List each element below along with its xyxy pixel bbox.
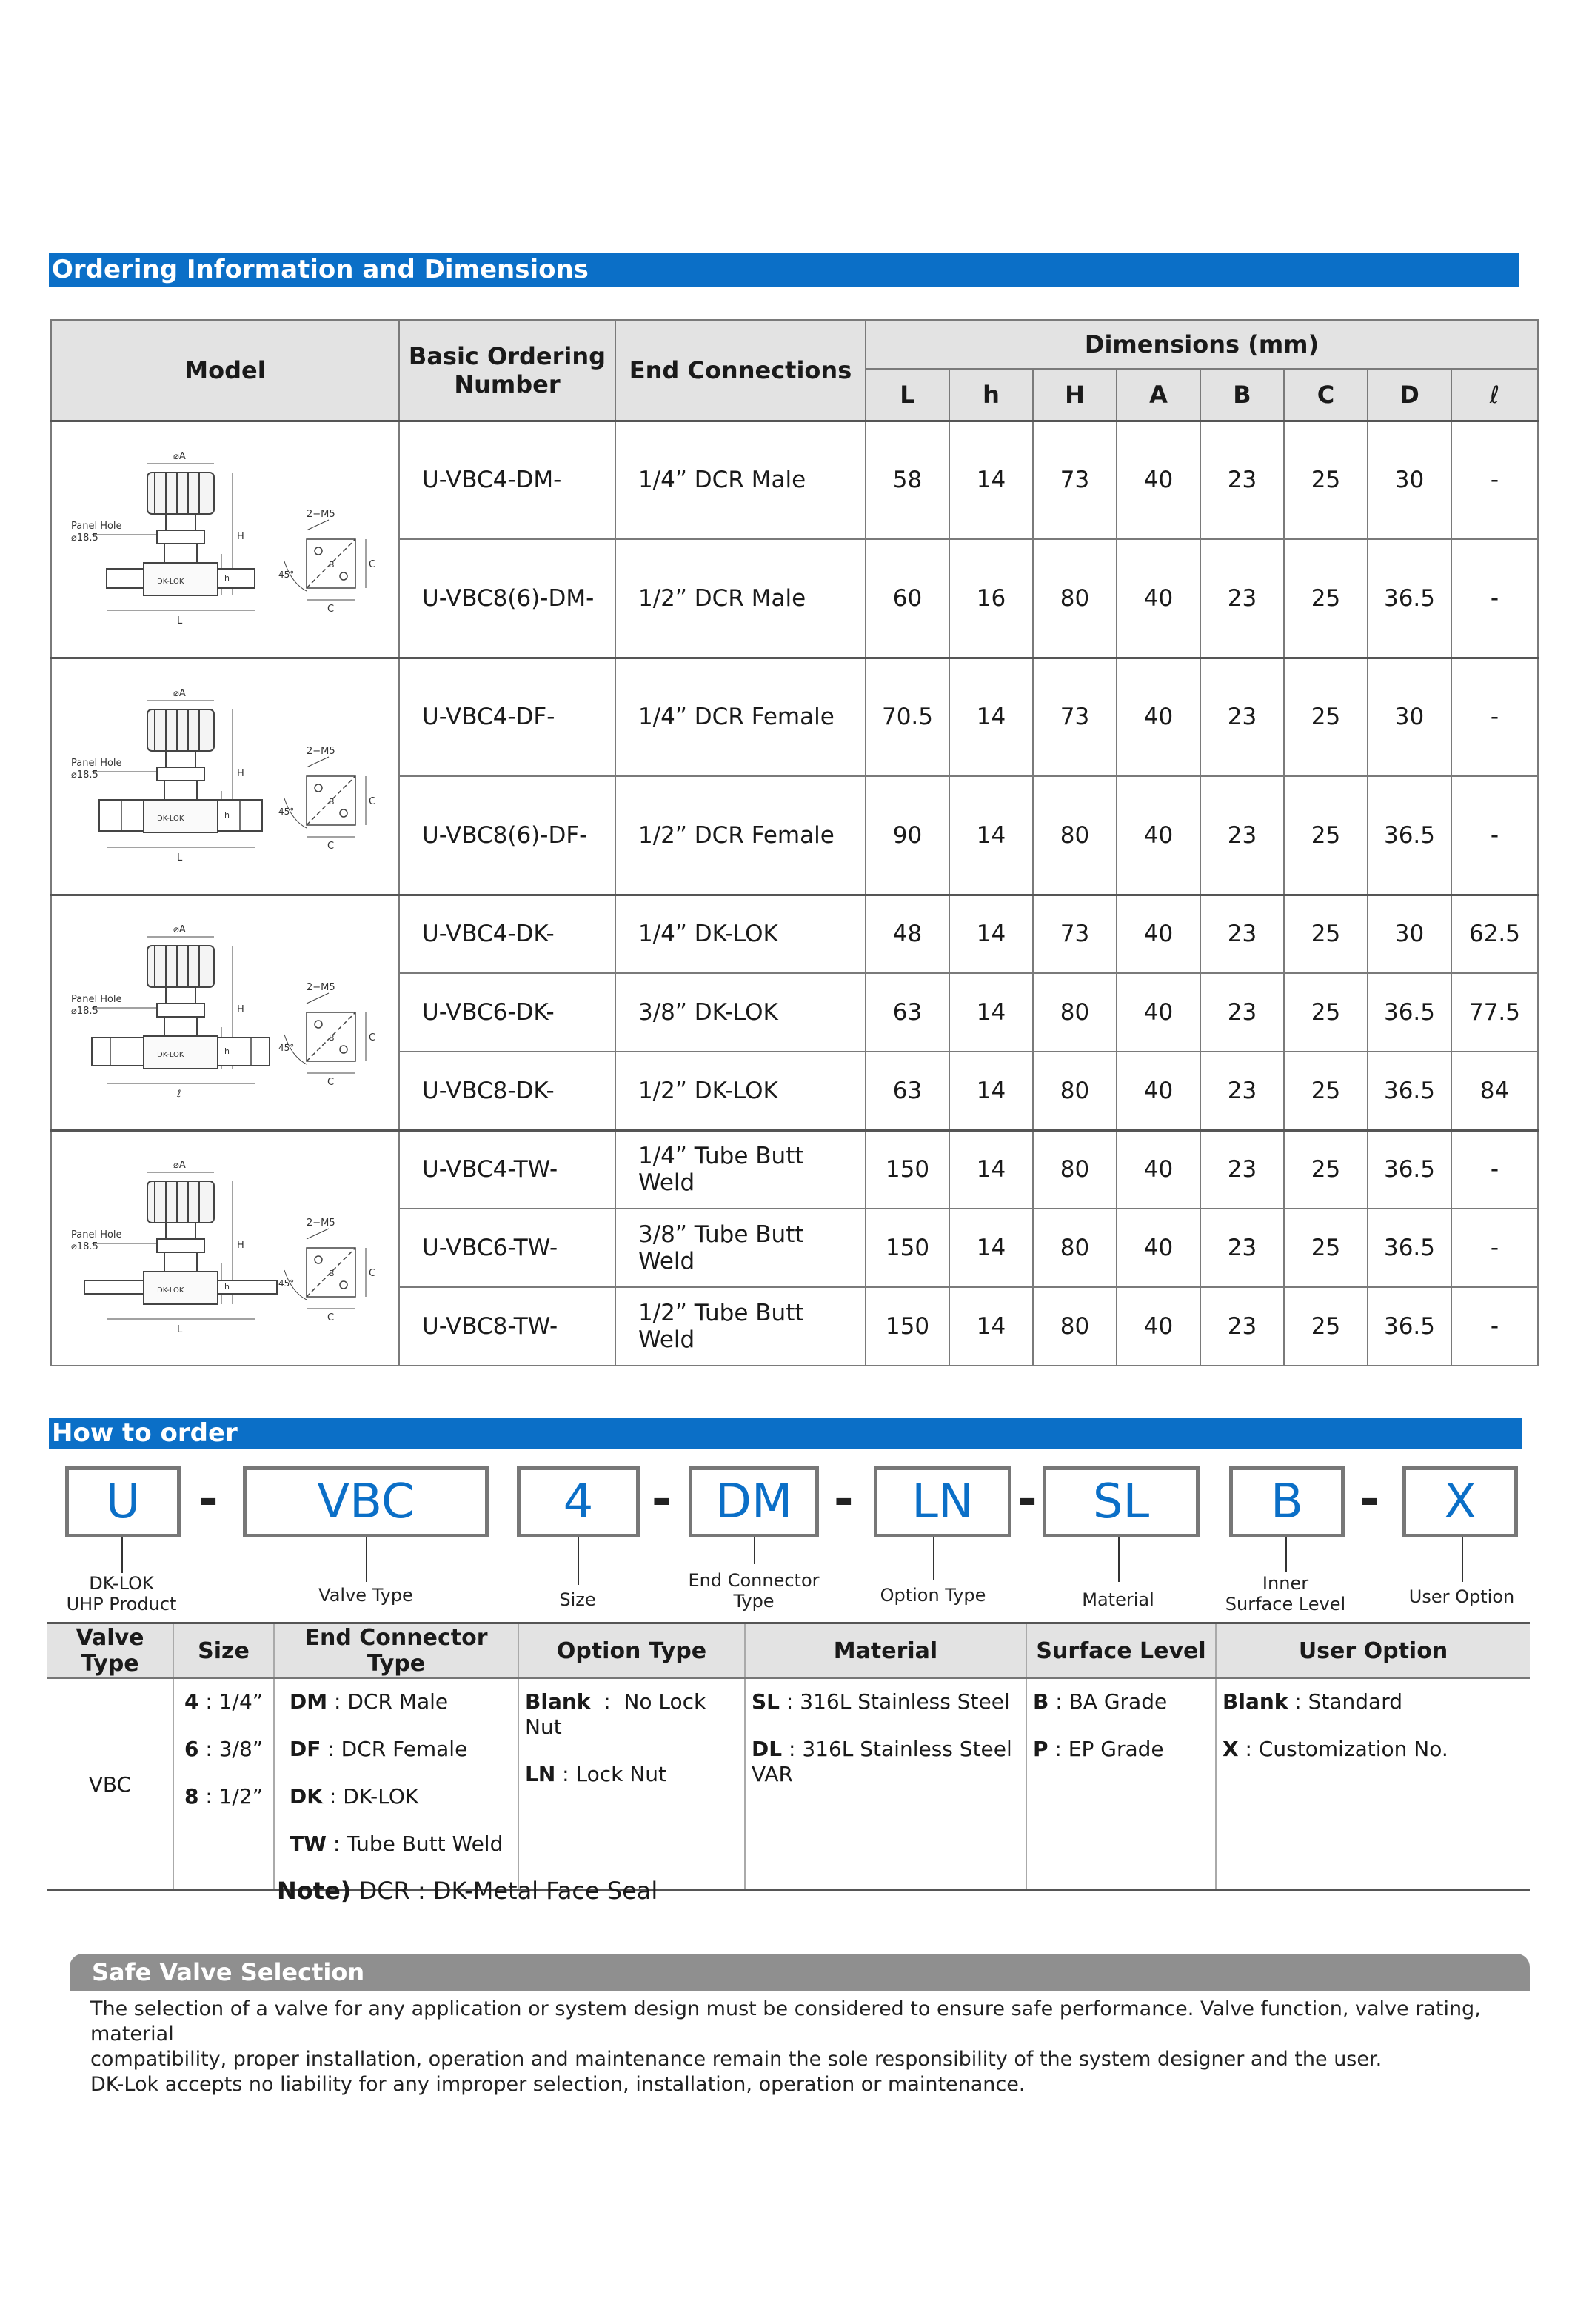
option-entry bbox=[290, 1832, 512, 1857]
header-dim-c: C bbox=[1284, 369, 1368, 421]
label-uhp-line1: DK-LOK bbox=[89, 1573, 154, 1594]
table-row bbox=[51, 421, 1538, 539]
drawing-label-dia-a: ⌀A bbox=[173, 924, 186, 935]
option-separator: : bbox=[1288, 1689, 1308, 1714]
option-separator: : bbox=[321, 1737, 341, 1761]
dimension-value: 25 bbox=[1284, 1209, 1368, 1287]
dimension-value: 23 bbox=[1200, 1287, 1284, 1366]
dimension-value: 60 bbox=[866, 539, 949, 658]
option-entry bbox=[184, 1784, 267, 1809]
option-code: Blank bbox=[525, 1689, 591, 1714]
option-code: 4 bbox=[184, 1689, 199, 1714]
dimension-value: 84 bbox=[1451, 1052, 1538, 1130]
code-dash: - bbox=[1359, 1472, 1379, 1527]
header-dim-b: B bbox=[1200, 369, 1284, 421]
code-dash: - bbox=[834, 1472, 854, 1527]
label-option-type: Option Type bbox=[880, 1585, 986, 1606]
safe-valve-title: Safe Valve Selection bbox=[70, 1954, 1530, 1991]
dimension-value: 25 bbox=[1284, 1130, 1368, 1209]
dimension-value: 40 bbox=[1117, 1287, 1200, 1366]
drawing-label-c: C bbox=[327, 841, 335, 852]
valve-drawing bbox=[62, 1152, 388, 1344]
code-box-surface-level: B bbox=[1229, 1466, 1345, 1537]
label-end-line1: End Connector bbox=[688, 1570, 820, 1591]
drawing-label-panel-hole: Panel Hole bbox=[71, 994, 122, 1005]
option-value: BA Grade bbox=[1068, 1689, 1168, 1714]
drawing-label-angle: 45° bbox=[278, 807, 295, 817]
drawing-label-length: L bbox=[177, 615, 183, 627]
option-separator: : bbox=[780, 1689, 800, 1714]
connector-line bbox=[121, 1537, 123, 1573]
dimension-value: 36.5 bbox=[1368, 1052, 1451, 1130]
option-value: Standard bbox=[1308, 1689, 1403, 1714]
dimension-value: 25 bbox=[1284, 539, 1368, 658]
header-dim-l: L bbox=[866, 369, 949, 421]
option-code: DK bbox=[290, 1784, 323, 1809]
option-entry bbox=[752, 1689, 1020, 1714]
drawing-label-h: H bbox=[237, 1240, 244, 1252]
option-code: 8 bbox=[184, 1784, 199, 1809]
header-dim-h-small: h bbox=[949, 369, 1033, 421]
opt-material-cell bbox=[745, 1678, 1026, 1891]
option-separator: : bbox=[198, 1737, 219, 1761]
model-drawing-cell bbox=[51, 1130, 399, 1366]
dimension-value: 62.5 bbox=[1451, 895, 1538, 973]
option-separator: : bbox=[198, 1784, 219, 1809]
drawing-label-brand: DK-LOK bbox=[157, 1051, 184, 1059]
header-basic-ordering-number: Basic Ordering Number bbox=[399, 320, 615, 421]
dimension-value: 40 bbox=[1117, 539, 1200, 658]
dimensions-table bbox=[50, 319, 1539, 1366]
option-entry bbox=[184, 1689, 267, 1714]
option-separator: : bbox=[1048, 1737, 1068, 1761]
dimension-value: 23 bbox=[1200, 658, 1284, 776]
label-size: Size bbox=[559, 1589, 596, 1610]
dimension-value: 80 bbox=[1033, 1052, 1117, 1130]
dimension-value: 14 bbox=[949, 1052, 1033, 1130]
option-code: DM bbox=[290, 1689, 328, 1714]
valve-drawing bbox=[62, 443, 388, 635]
model-drawing-cell bbox=[51, 658, 399, 895]
option-separator: : bbox=[327, 1689, 348, 1714]
opt-header-option-type: Option Type bbox=[518, 1623, 745, 1679]
dimension-value: - bbox=[1451, 776, 1538, 895]
opt-surface-level-cell bbox=[1026, 1678, 1216, 1891]
dimension-value: 36.5 bbox=[1368, 973, 1451, 1052]
header-model: Model bbox=[51, 320, 399, 421]
drawing-label-dia-a: ⌀A bbox=[173, 451, 186, 462]
dimension-value: 80 bbox=[1033, 973, 1117, 1052]
dimension-value: 30 bbox=[1368, 658, 1451, 776]
label-end-line2: Type bbox=[733, 1591, 775, 1612]
option-value: No Lock Nut bbox=[525, 1689, 706, 1739]
drawing-label-brand: DK-LOK bbox=[157, 815, 184, 823]
dimension-value: 150 bbox=[866, 1209, 949, 1287]
option-entry bbox=[752, 1737, 1020, 1787]
dimension-value: 77.5 bbox=[1451, 973, 1538, 1052]
drawing-label-angle: 45° bbox=[278, 1278, 295, 1289]
dimension-value: 73 bbox=[1033, 658, 1117, 776]
dimension-value: 150 bbox=[866, 1130, 949, 1209]
code-box-valve-type: VBC bbox=[243, 1466, 489, 1537]
connector-line bbox=[1118, 1537, 1120, 1582]
drawing-label-dia-a: ⌀A bbox=[173, 1160, 186, 1172]
dimension-value: 36.5 bbox=[1368, 776, 1451, 895]
code-box-end-connector: DM bbox=[689, 1466, 819, 1537]
option-code: 6 bbox=[184, 1737, 199, 1761]
dimension-value: 23 bbox=[1200, 776, 1284, 895]
code-dash: - bbox=[198, 1472, 218, 1527]
drawing-label-h-small: h bbox=[224, 1046, 230, 1056]
valve-drawing bbox=[62, 916, 388, 1109]
drawing-label-c: C bbox=[327, 604, 335, 615]
option-separator: : bbox=[1238, 1737, 1259, 1761]
dimension-value: 23 bbox=[1200, 1209, 1284, 1287]
code-box-user-option: X bbox=[1402, 1466, 1518, 1537]
connector-line bbox=[1285, 1537, 1287, 1572]
connector-line bbox=[578, 1537, 579, 1585]
dimension-value: 58 bbox=[866, 421, 949, 539]
option-code: DF bbox=[290, 1737, 321, 1761]
ordering-number: U-VBC4-TW- bbox=[399, 1130, 615, 1209]
table-row bbox=[51, 658, 1538, 776]
option-value: Lock Nut bbox=[575, 1762, 666, 1786]
dimension-value: 48 bbox=[866, 895, 949, 973]
dimension-value: 63 bbox=[866, 973, 949, 1052]
table-row bbox=[51, 895, 1538, 973]
safe-line: The selection of a valve for any application or system design must be considered to ensure safe performance. Valve function, valve rating, material bbox=[90, 1997, 1481, 2046]
dimension-value: 25 bbox=[1284, 776, 1368, 895]
table-row bbox=[51, 1130, 1538, 1209]
option-value: 316L Stainless Steel bbox=[800, 1689, 1010, 1714]
drawing-label-panel-dia: ⌀18.5 bbox=[71, 1241, 98, 1253]
code-dash: - bbox=[1017, 1472, 1037, 1527]
dimension-value: 80 bbox=[1033, 1287, 1117, 1366]
header-dimensions: Dimensions (mm) bbox=[866, 320, 1538, 369]
option-entry bbox=[290, 1784, 512, 1809]
connector-line bbox=[933, 1537, 934, 1580]
dimension-value: 25 bbox=[1284, 1052, 1368, 1130]
option-entry bbox=[525, 1762, 738, 1787]
note-text: DCR : DK-Metal Face Seal bbox=[351, 1877, 658, 1905]
drawing-label-h: H bbox=[237, 531, 244, 542]
ordering-number: U-VBC4-DM- bbox=[399, 421, 615, 539]
dimension-value: - bbox=[1451, 1209, 1538, 1287]
connector-line bbox=[1462, 1537, 1463, 1582]
drawing-label-h-small: h bbox=[224, 810, 230, 820]
label-material: Material bbox=[1082, 1589, 1154, 1610]
code-box-option-type: LN bbox=[874, 1466, 1011, 1537]
dimension-value: 25 bbox=[1284, 895, 1368, 973]
dimension-value: 30 bbox=[1368, 421, 1451, 539]
drawing-label-brand: DK-LOK bbox=[157, 578, 184, 586]
option-separator: : bbox=[322, 1784, 344, 1809]
drawing-label-angle: 45° bbox=[278, 1043, 295, 1053]
dimension-value: 14 bbox=[949, 1209, 1033, 1287]
drawing-label-m5: 2−M5 bbox=[307, 509, 335, 520]
label-uhp-line2: UHP Product bbox=[66, 1594, 177, 1615]
opt-end-connector-cell bbox=[274, 1678, 518, 1891]
opt-valve-type-cell bbox=[47, 1678, 173, 1891]
dimension-value: 23 bbox=[1200, 539, 1284, 658]
end-connection: 1/4” DCR Female bbox=[615, 658, 866, 776]
option-separator: : bbox=[1048, 1689, 1069, 1714]
end-connection: 3/8” DK-LOK bbox=[615, 973, 866, 1052]
option-value: DCR Female bbox=[341, 1737, 468, 1761]
drawing-label-c: C bbox=[369, 796, 376, 807]
dimension-value: 63 bbox=[866, 1052, 949, 1130]
drawing-label-c: C bbox=[369, 1032, 376, 1044]
drawing-label-b: B bbox=[329, 797, 335, 807]
options-table bbox=[47, 1622, 1530, 1891]
header-end-connections: End Connections bbox=[615, 320, 866, 421]
dimension-value: 25 bbox=[1284, 973, 1368, 1052]
drawing-label-h-small: h bbox=[224, 1282, 230, 1292]
dimension-value: 80 bbox=[1033, 1209, 1117, 1287]
option-code: X bbox=[1223, 1737, 1239, 1761]
drawing-label-c: C bbox=[327, 1077, 335, 1088]
safe-line: compatibility, proper installation, operation and maintenance remain the sole responsibility of the system designer and the user. bbox=[90, 2048, 1382, 2071]
dimension-value: 80 bbox=[1033, 539, 1117, 658]
dimension-value: 73 bbox=[1033, 421, 1117, 539]
option-code: B bbox=[1033, 1689, 1049, 1714]
option-code: DL bbox=[752, 1737, 783, 1761]
header-dim-a: A bbox=[1117, 369, 1200, 421]
drawing-label-m5: 2−M5 bbox=[307, 746, 335, 757]
connector-line bbox=[366, 1537, 367, 1582]
dimension-value: - bbox=[1451, 1130, 1538, 1209]
drawing-label-length: L bbox=[177, 852, 183, 864]
ordering-number: U-VBC4-DK- bbox=[399, 895, 615, 973]
drawing-label-b: B bbox=[329, 560, 335, 570]
dimension-value: 14 bbox=[949, 1287, 1033, 1366]
ordering-number: U-VBC8(6)-DM- bbox=[399, 539, 615, 658]
drawing-label-length: ℓ bbox=[177, 1089, 181, 1100]
drawing-label-length: L bbox=[177, 1324, 183, 1336]
dimension-value: 14 bbox=[949, 421, 1033, 539]
dimension-value: 70.5 bbox=[866, 658, 949, 776]
valve-drawing bbox=[62, 680, 388, 872]
end-connection: 1/4” DCR Male bbox=[615, 421, 866, 539]
end-connection: 1/2” DCR Male bbox=[615, 539, 866, 658]
ordering-section-title: Ordering Information and Dimensions bbox=[49, 253, 1519, 287]
option-separator: : bbox=[555, 1762, 576, 1786]
option-code: LN bbox=[525, 1762, 556, 1786]
opt-user-option-cell bbox=[1216, 1678, 1530, 1891]
label-inner-line2: Surface Level bbox=[1225, 1594, 1346, 1615]
end-connection: 3/8” Tube Butt Weld bbox=[615, 1209, 866, 1287]
drawing-label-h: H bbox=[237, 768, 244, 779]
dimension-value: 23 bbox=[1200, 421, 1284, 539]
opt-header-size: Size bbox=[173, 1623, 274, 1679]
option-code: Blank bbox=[1223, 1689, 1288, 1714]
drawing-label-panel-hole: Panel Hole bbox=[71, 758, 122, 769]
option-separator: : bbox=[782, 1737, 803, 1761]
dimension-value: 36.5 bbox=[1368, 1209, 1451, 1287]
option-separator: : bbox=[198, 1689, 219, 1714]
option-entry bbox=[1223, 1689, 1524, 1714]
option-entry bbox=[290, 1737, 512, 1762]
dimension-value: - bbox=[1451, 1287, 1538, 1366]
opt-size-cell bbox=[173, 1678, 274, 1891]
dimension-value: 14 bbox=[949, 1130, 1033, 1209]
drawing-label-panel-hole: Panel Hole bbox=[71, 1229, 122, 1241]
header-dim-h: H bbox=[1033, 369, 1117, 421]
dimension-value: 23 bbox=[1200, 973, 1284, 1052]
option-entry bbox=[525, 1689, 738, 1740]
drawing-label-panel-dia: ⌀18.5 bbox=[71, 769, 98, 781]
option-value: 316L Stainless Steel VAR bbox=[752, 1737, 1012, 1786]
note bbox=[277, 1877, 658, 1905]
drawing-label-panel-dia: ⌀18.5 bbox=[71, 532, 98, 544]
drawing-label-panel-dia: ⌀18.5 bbox=[71, 1006, 98, 1017]
dimension-value: 40 bbox=[1117, 421, 1200, 539]
opt-option-type-cell bbox=[518, 1678, 745, 1891]
model-drawing-cell bbox=[51, 895, 399, 1130]
dimension-value: 36.5 bbox=[1368, 539, 1451, 658]
dimension-value: 36.5 bbox=[1368, 1130, 1451, 1209]
option-entry bbox=[290, 1689, 512, 1714]
connector-line bbox=[754, 1537, 755, 1564]
ordering-number: U-VBC8-TW- bbox=[399, 1287, 615, 1366]
label-end-connector-type bbox=[666, 1570, 841, 1612]
opt-header-end-connector: End Connector Type bbox=[274, 1623, 518, 1679]
opt-valve-type-value: VBC bbox=[88, 1772, 132, 1797]
dimension-value: 14 bbox=[949, 973, 1033, 1052]
dimension-value: 16 bbox=[949, 539, 1033, 658]
dimension-value: 40 bbox=[1117, 973, 1200, 1052]
dimension-value: 25 bbox=[1284, 1287, 1368, 1366]
drawing-label-brand: DK-LOK bbox=[157, 1286, 184, 1295]
dimension-value: 25 bbox=[1284, 421, 1368, 539]
label-inner-surface-level bbox=[1211, 1573, 1359, 1615]
end-connection: 1/4” DK-LOK bbox=[615, 895, 866, 973]
dimension-value: 40 bbox=[1117, 658, 1200, 776]
dimension-value: 150 bbox=[866, 1287, 949, 1366]
code-box-material: SL bbox=[1043, 1466, 1200, 1537]
opt-header-surface-level: Surface Level bbox=[1026, 1623, 1216, 1679]
drawing-label-h-small: h bbox=[224, 573, 230, 583]
drawing-label-angle: 45° bbox=[278, 570, 295, 580]
dimension-value: 40 bbox=[1117, 776, 1200, 895]
dimension-value: 90 bbox=[866, 776, 949, 895]
dimension-value: 40 bbox=[1117, 1130, 1200, 1209]
dimension-value: 23 bbox=[1200, 895, 1284, 973]
model-drawing-cell bbox=[51, 421, 399, 658]
drawing-label-m5: 2−M5 bbox=[307, 1218, 335, 1229]
option-separator: : bbox=[590, 1689, 624, 1714]
code-box-size: 4 bbox=[517, 1466, 640, 1537]
dimension-value: - bbox=[1451, 539, 1538, 658]
opt-header-user-option: User Option bbox=[1216, 1623, 1530, 1679]
dimension-value: - bbox=[1451, 658, 1538, 776]
drawing-label-h: H bbox=[237, 1004, 244, 1015]
label-uhp-product bbox=[47, 1573, 195, 1615]
dimension-value: 80 bbox=[1033, 1130, 1117, 1209]
drawing-label-c: C bbox=[369, 1268, 376, 1280]
option-entry bbox=[184, 1737, 267, 1762]
drawing-label-c: C bbox=[369, 559, 376, 570]
code-dash: - bbox=[652, 1472, 672, 1527]
drawing-label-b: B bbox=[329, 1033, 335, 1043]
option-value: DCR Male bbox=[347, 1689, 449, 1714]
ordering-number: U-VBC6-TW- bbox=[399, 1209, 615, 1287]
end-connection: 1/2” Tube Butt Weld bbox=[615, 1287, 866, 1366]
code-box-u: U bbox=[65, 1466, 181, 1537]
option-code: SL bbox=[752, 1689, 780, 1714]
note-label: Note) bbox=[277, 1877, 352, 1905]
dimension-value: 80 bbox=[1033, 776, 1117, 895]
dimension-value: 30 bbox=[1368, 895, 1451, 973]
opt-header-material: Material bbox=[745, 1623, 1026, 1679]
option-entry bbox=[1223, 1737, 1524, 1762]
option-code: P bbox=[1033, 1737, 1048, 1761]
dimension-value: 14 bbox=[949, 658, 1033, 776]
dimension-value: 14 bbox=[949, 895, 1033, 973]
dimension-value: 14 bbox=[949, 776, 1033, 895]
opt-header-valve-type: Valve Type bbox=[47, 1623, 173, 1679]
safe-valve-text bbox=[90, 1997, 1519, 2097]
drawing-label-m5: 2−M5 bbox=[307, 982, 335, 993]
drawing-label-b: B bbox=[329, 1269, 335, 1279]
option-value: 1/4” bbox=[218, 1689, 264, 1714]
ordering-number: U-VBC6-DK- bbox=[399, 973, 615, 1052]
drawing-label-dia-a: ⌀A bbox=[173, 688, 186, 699]
label-user-option: User Option bbox=[1408, 1586, 1515, 1607]
dimension-value: 23 bbox=[1200, 1130, 1284, 1209]
dimension-value: 40 bbox=[1117, 1052, 1200, 1130]
ordering-number: U-VBC8(6)-DF- bbox=[399, 776, 615, 895]
end-connection: 1/2” DCR Female bbox=[615, 776, 866, 895]
option-separator: : bbox=[326, 1832, 347, 1856]
drawing-label-c: C bbox=[327, 1312, 335, 1324]
ordering-number: U-VBC4-DF- bbox=[399, 658, 615, 776]
end-connection: 1/2” DK-LOK bbox=[615, 1052, 866, 1130]
option-entry bbox=[1033, 1689, 1209, 1714]
option-value: 3/8” bbox=[218, 1737, 264, 1761]
dimension-value: 40 bbox=[1117, 895, 1200, 973]
option-value: 1/2” bbox=[218, 1784, 264, 1809]
ordering-number: U-VBC8-DK- bbox=[399, 1052, 615, 1130]
header-dim-ell: ℓ bbox=[1451, 369, 1538, 421]
header-dim-d: D bbox=[1368, 369, 1451, 421]
option-value: Tube Butt Weld bbox=[347, 1832, 504, 1856]
dimension-value: 36.5 bbox=[1368, 1287, 1451, 1366]
end-connection: 1/4” Tube Butt Weld bbox=[615, 1130, 866, 1209]
how-to-order-title: How to order bbox=[49, 1418, 1522, 1449]
option-value: DK-LOK bbox=[343, 1784, 419, 1809]
option-value: Customization No. bbox=[1258, 1737, 1448, 1761]
label-inner-line1: Inner bbox=[1262, 1573, 1309, 1594]
option-value: EP Grade bbox=[1068, 1737, 1164, 1761]
dimension-value: 40 bbox=[1117, 1209, 1200, 1287]
label-valve-type: Valve Type bbox=[318, 1585, 413, 1606]
safe-line: DK-Lok accepts no liability for any improper selection, installation, operation or maintenance. bbox=[90, 2073, 1026, 2096]
drawing-label-panel-hole: Panel Hole bbox=[71, 521, 122, 532]
option-code: TW bbox=[290, 1832, 327, 1856]
dimension-value: - bbox=[1451, 421, 1538, 539]
dimension-value: 25 bbox=[1284, 658, 1368, 776]
dimension-value: 23 bbox=[1200, 1052, 1284, 1130]
dimension-value: 73 bbox=[1033, 895, 1117, 973]
option-entry bbox=[1033, 1737, 1209, 1762]
